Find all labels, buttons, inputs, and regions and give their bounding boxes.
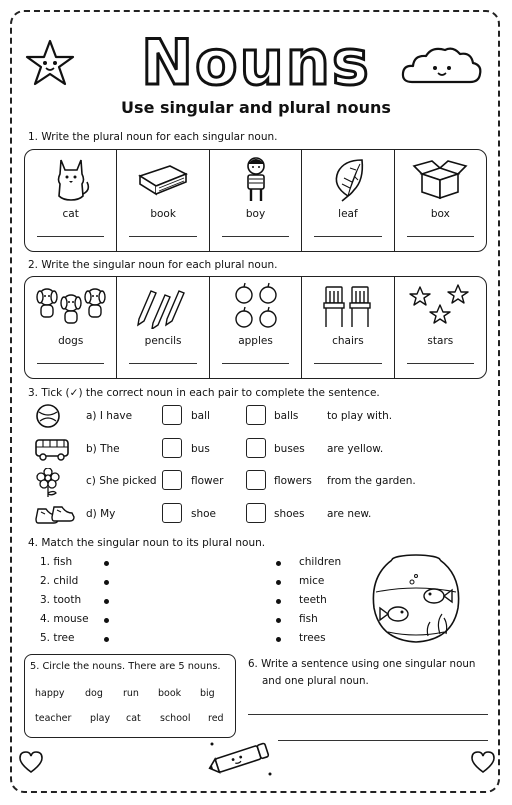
match-dot[interactable] — [276, 580, 281, 585]
cat-icon — [51, 156, 91, 202]
q3-option-plural: balls — [274, 410, 299, 422]
match-dot[interactable] — [276, 637, 281, 642]
tick-box[interactable] — [162, 438, 182, 458]
q1-cell — [117, 150, 209, 251]
match-dot[interactable] — [104, 637, 109, 642]
q2-panel — [24, 276, 487, 379]
stars-icon — [409, 283, 471, 329]
match-dot[interactable] — [276, 561, 281, 566]
answer-line[interactable] — [407, 363, 474, 364]
pencils-icon — [135, 285, 191, 329]
match-left-item: 2. child — [40, 575, 79, 587]
match-left-item: 4. mouse — [40, 613, 89, 625]
pencil-face-icon — [206, 738, 276, 778]
q3-option-plural: shoes — [274, 508, 305, 520]
heart-icon — [18, 750, 44, 774]
match-right-item: fish — [299, 613, 318, 625]
match-right-item: teeth — [299, 594, 327, 606]
star-face-icon — [24, 38, 76, 90]
tick-box[interactable] — [246, 438, 266, 458]
q1-word: box — [430, 208, 450, 220]
q2-cell — [25, 277, 117, 378]
worksheet-title — [108, 28, 404, 96]
q5-instruction: 5. Circle the nouns. There are 5 nouns. — [30, 661, 221, 672]
q6-instruction-line2: and one plural noun. — [262, 675, 369, 687]
cloud-face-icon — [400, 44, 484, 88]
q3-row — [34, 468, 474, 496]
answer-line[interactable] — [222, 363, 289, 364]
q3-sentence-start: d) My — [86, 508, 116, 520]
fishbowl-icon — [368, 552, 464, 648]
q3-option-singular: flower — [191, 475, 224, 487]
match-right-item: mice — [299, 575, 325, 587]
match-right-item: trees — [299, 632, 326, 644]
q3-sentence-start: b) The — [86, 443, 120, 455]
q2-cell — [117, 277, 209, 378]
q2-cell — [302, 277, 394, 378]
q5-word[interactable]: dog — [85, 688, 103, 699]
flower-icon — [34, 468, 66, 498]
q5-word[interactable]: book — [158, 688, 182, 699]
match-dot[interactable] — [276, 618, 281, 623]
q1-cell — [210, 150, 302, 251]
q2-word: apples — [238, 335, 273, 347]
tick-box[interactable] — [246, 470, 266, 490]
q1-word: leaf — [338, 208, 358, 220]
match-dot[interactable] — [104, 580, 109, 585]
answer-line[interactable] — [314, 363, 381, 364]
q2-word: stars — [427, 335, 454, 347]
q2-cell — [395, 277, 486, 378]
q3-sentence-end: from the garden. — [327, 475, 416, 487]
q3-sentence-end: are yellow. — [327, 443, 384, 455]
q2-word: chairs — [332, 335, 364, 347]
q5-word[interactable]: big — [200, 688, 215, 699]
q1-cell — [395, 150, 486, 251]
ball-icon — [34, 403, 66, 429]
writing-line[interactable] — [278, 740, 488, 741]
tick-box[interactable] — [162, 405, 182, 425]
apples-icon — [231, 281, 281, 331]
q1-instruction: 1. Write the plural noun for each singular noun. — [28, 131, 278, 143]
q3-sentence-end: are new. — [327, 508, 372, 520]
q3-instruction: 3. Tick (✓) the correct noun in each pair to complete the sentence. — [28, 387, 380, 399]
q5-word[interactable]: teacher — [35, 713, 72, 724]
q1-cell — [25, 150, 117, 251]
match-dot[interactable] — [104, 561, 109, 566]
q4-instruction: 4. Match the singular noun to its plural noun. — [28, 537, 266, 549]
q3-sentence-start: c) She picked — [86, 475, 157, 487]
leaf-icon — [330, 156, 366, 202]
q5-word[interactable]: school — [160, 713, 191, 724]
q3-option-singular: bus — [191, 443, 210, 455]
answer-line[interactable] — [129, 236, 196, 237]
q3-option-plural: flowers — [274, 475, 312, 487]
tick-box[interactable] — [246, 503, 266, 523]
q3-sentence-start: a) I have — [86, 410, 133, 422]
q2-word: dogs — [58, 335, 84, 347]
q1-word: boy — [245, 208, 266, 220]
answer-line[interactable] — [407, 236, 474, 237]
q1-word: cat — [62, 208, 79, 220]
box-icon — [412, 158, 468, 200]
q2-cell — [210, 277, 302, 378]
answer-line[interactable] — [222, 236, 289, 237]
q5-word[interactable]: red — [208, 713, 224, 724]
svg-text:Nouns: Nouns — [141, 28, 371, 96]
dogs-icon — [33, 283, 109, 325]
q5-word[interactable]: cat — [126, 713, 141, 724]
q6-instruction-line1: 6. Write a sentence using one singular noun — [248, 658, 476, 670]
q2-instruction: 2. Write the singular noun for each plural noun. — [28, 259, 278, 271]
q3-row — [34, 501, 474, 529]
answer-line[interactable] — [37, 363, 104, 364]
match-left-item: 1. fish — [40, 556, 73, 568]
match-dot[interactable] — [276, 599, 281, 604]
boy-icon — [239, 154, 273, 204]
q2-word: pencils — [144, 335, 182, 347]
match-dot[interactable] — [104, 618, 109, 623]
match-left-item: 5. tree — [40, 632, 75, 644]
q3-option-plural: buses — [274, 443, 305, 455]
q1-word: book — [150, 208, 176, 220]
subtitle: Use singular and plural nouns — [121, 98, 391, 117]
tick-box[interactable] — [246, 405, 266, 425]
q1-cell — [302, 150, 394, 251]
shoes-icon — [34, 501, 76, 527]
match-right-item: children — [299, 556, 342, 568]
q5-word[interactable]: happy — [35, 688, 65, 699]
chairs-icon — [320, 283, 376, 329]
q3-row — [34, 436, 474, 464]
heart-icon — [470, 750, 496, 774]
q3-row — [34, 403, 474, 431]
q1-panel — [24, 149, 487, 252]
book-icon — [136, 162, 190, 196]
match-left-item: 3. tooth — [40, 594, 82, 606]
q5-word[interactable]: run — [123, 688, 139, 699]
answer-line[interactable] — [129, 363, 196, 364]
tick-box[interactable] — [162, 503, 182, 523]
q3-option-singular: shoe — [191, 508, 217, 520]
q3-option-singular: ball — [191, 410, 210, 422]
writing-line[interactable] — [248, 714, 488, 715]
answer-line[interactable] — [314, 236, 381, 237]
bus-icon — [34, 436, 70, 462]
answer-line[interactable] — [37, 236, 104, 237]
q5-word[interactable]: play — [90, 713, 111, 724]
q3-sentence-end: to play with. — [327, 410, 393, 422]
match-dot[interactable] — [104, 599, 109, 604]
tick-box[interactable] — [162, 470, 182, 490]
